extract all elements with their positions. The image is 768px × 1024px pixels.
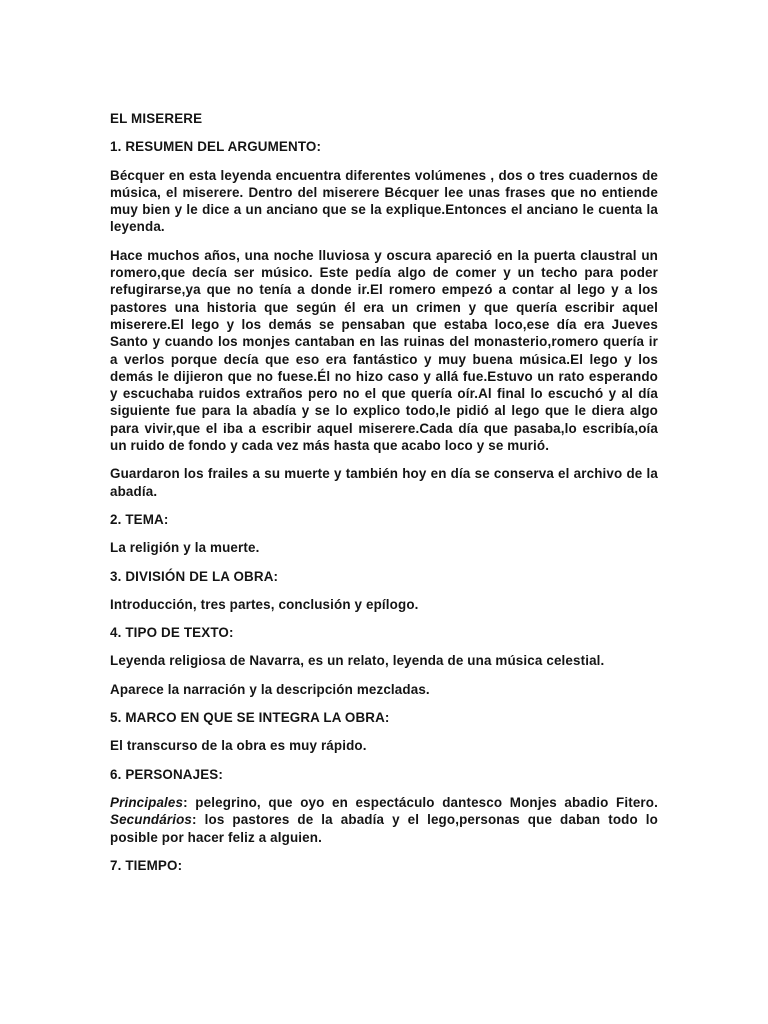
section-heading-division: 3. DIVISIÓN DE LA OBRA: <box>110 568 279 584</box>
section-heading-personajes: 6. PERSONAJES: <box>110 766 223 782</box>
text-principales: : pelegrino, que oyo en espectáculo dantesco Monjes abadio Fitero. <box>183 794 658 810</box>
paragraph-resumen-ending: Guardaron los frailes a su muerte y también hoy en día se conserva el archivo de la abadía. <box>110 466 658 499</box>
section-heading-marco: 5. MARCO EN QUE SE INTEGRA LA OBRA: <box>110 710 390 726</box>
paragraph-resumen-story: Hace muchos años, una noche lluviosa y oscura apareció en la puerta claustral un romero,que decía ser músico. Este pedía algo de comer y un techo para poder refugirarse,ya que no tenía a donde ir.El romero empezó a contar al lego y a los pastores una historia que según él era un crimen y que quería escribir aquel miserere.El lego y los demás se pensaban que estaba loco,ese día era Jueves Santo y cuando los monjes cantaban en las ruinas del monasterio,romero quería ir a verlos porque decía que eso era fantástico y muy buena música.El lego y los demás le dijieron que no fuese.Él no hizo caso y allá fue.Estuvo un rato esperando y escuchaba ruidos extraños pero no el que quería oír.Al final lo escuchó y al día siguiente fue para la abadía y se lo explico todo,le pidió al lego que le diera algo para vivir,que el iba a escribir aquel miserere.Cada día que pasaba,lo escribía,oía un ruido de fondo y cada vez más hasta que acabo loco y se murió. <box>110 247 658 454</box>
paragraph-division: Introducción, tres partes, conclusión y epílogo. <box>110 596 419 612</box>
document-title: EL MISERERE <box>110 111 203 126</box>
paragraph-marco: El transcurso de la obra es muy rápido. <box>110 738 367 754</box>
section-heading-resumen: 1. RESUMEN DEL ARGUMENTO: <box>110 139 322 155</box>
paragraph-tipo-leyenda: Leyenda religiosa de Navarra, es un relato, leyenda de una música celestial. <box>110 653 605 669</box>
label-secundarios: Secundários <box>110 812 193 828</box>
text-secundarios: : los pastores de la abadía y el lego,personas que daban todo lo posible por hacer feliz a alguien. <box>110 812 658 845</box>
paragraph-tipo-narracion: Aparece la narración y la descripción mezcladas. <box>110 681 430 697</box>
paragraph-personajes <box>110 794 658 846</box>
paragraph-tema: La religión y la muerte. <box>110 540 260 556</box>
section-heading-tipo: 4. TIPO DE TEXTO: <box>110 625 234 641</box>
document-page <box>110 110 658 874</box>
label-principales: Principales <box>110 794 184 810</box>
paragraph-resumen-intro: Bécquer en esta leyenda encuentra diferentes volúmenes , dos o tres cuadernos de música, el miserere. Dentro del miserere Bécquer lee unas frases que no entiende muy bien y le dice a un anciano que se la explique.Entonces el anciano le cuenta la leyenda. <box>110 167 658 235</box>
section-heading-tiempo: 7. TIEMPO: <box>110 857 183 873</box>
section-heading-tema: 2. TEMA: <box>110 511 169 527</box>
